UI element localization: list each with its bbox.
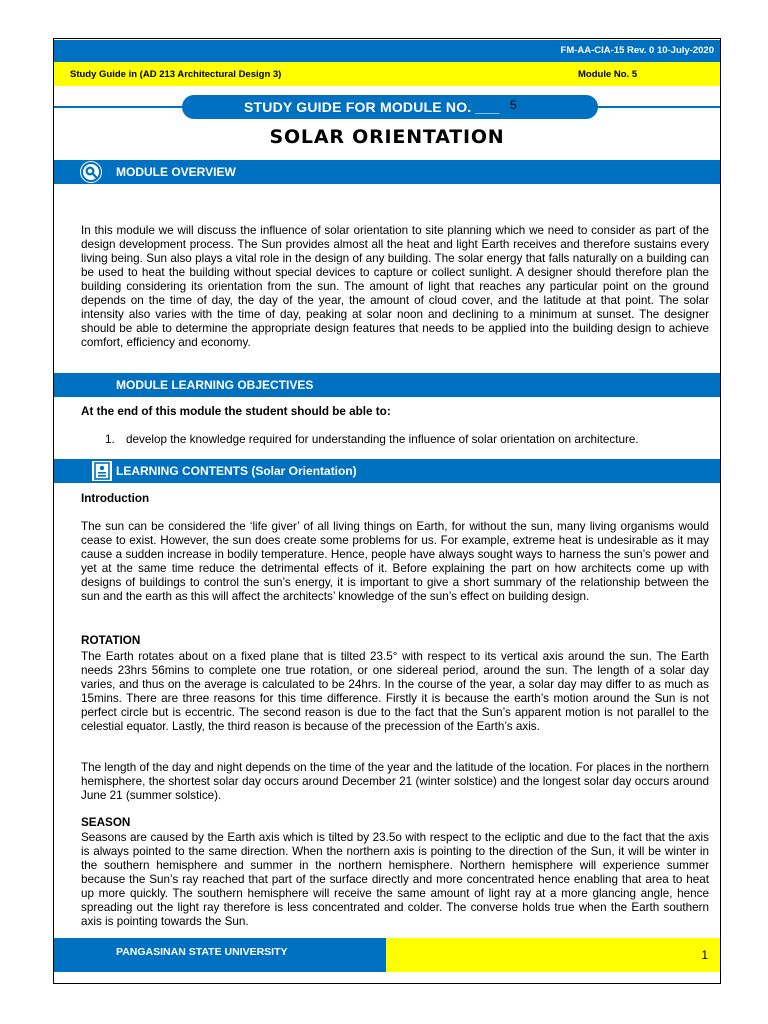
footer-university-bar: [54, 938, 386, 972]
introduction-heading: Introduction: [81, 492, 150, 505]
document-code-bar: [54, 40, 720, 62]
objectives-band: [54, 373, 720, 397]
objective-text: develop the knowledge required for understanding the influence of solar orientation on architecture.: [126, 433, 639, 446]
course-title: Study Guide in (AD 213 Architectural Design 3): [70, 69, 282, 80]
contents-band: [54, 459, 720, 483]
page-title: SOLAR ORIENTATION: [269, 126, 505, 148]
rotation-heading: ROTATION: [81, 634, 141, 647]
objective-number: 1.: [105, 433, 115, 446]
day-night-body: The length of the day and night depends on the time of the year and the latitude of the location. For places in the northern hemisphere, the shortest solar day occurs around December 21 (winter solstice) and the longest solar day occurs around June 21 (summer solstice).: [81, 761, 709, 802]
banner-label: STUDY GUIDE FOR MODULE NO. ___: [244, 99, 500, 115]
footer-page-bar: [386, 938, 720, 972]
objectives-intro: At the end of this module the student should be able to:: [81, 405, 391, 418]
season-heading: SEASON: [81, 816, 131, 829]
course-bar: [54, 62, 720, 86]
objective-item: [105, 433, 709, 447]
document-code: FM-AA-CIA-15 Rev. 0 10-July-2020: [560, 45, 714, 56]
page-number: 1: [701, 948, 708, 962]
module-number: Module No. 5: [578, 69, 638, 80]
overview-heading: MODULE OVERVIEW: [116, 165, 236, 179]
introduction-body: The sun can be considered the ‘life giver’ of all living things on Earth, for without the sun, many living organisms would cease to exist. However, the sun does create some problems for us. For example, extreme heat is undesirable as it may cause a sudden increase in bodily temperature. Hence, people have always sought ways to harness the sun’s power and yet at the same time reduce the detrimental effects of it. Before explaining the part on how architects come up with designs of buildings to control the sun’s energy, it is important to give a short summary of the relationship between the sun and the earth as this will affect the architects’ knowledge of the sun’s effect on building design.: [81, 520, 709, 603]
objectives-heading: MODULE LEARNING OBJECTIVES: [116, 378, 314, 392]
magnifier-icon: [80, 161, 102, 183]
banner-number: 5: [510, 98, 517, 112]
contents-heading: LEARNING CONTENTS (Solar Orientation): [116, 464, 357, 478]
university-name: PANGASINAN STATE UNIVERSITY: [116, 946, 288, 958]
overview-band: [54, 160, 720, 184]
document-icon: [92, 461, 112, 481]
overview-body: In this module we will discuss the influence of solar orientation to site planning which we need to consider as part of the design development process. The Sun provides almost all the heat and light Earth receives and therefore sustains every living being. Sun also plays a vital role in the design of any building. The solar energy that falls naturally on a building can be used to heat the building without special devices to capture or collect sunlight. A designer should therefore plan the building considering its orientation from the sun. The amount of light that reaches any particular point on the ground depends on the time of day, the day of the year, the amount of cloud cover, and the latitude at that point. The solar intensity also varies with the time of day, peaking at solar noon and declining to a minimum at sunset. The designer should be able to determine the appropriate design features that needs to be applied into the building design to achieve comfort, efficiency and economy.: [81, 224, 709, 349]
module-banner: [182, 95, 598, 119]
rotation-body: The Earth rotates about on a fixed plane that is tilted 23.5° with respect to its vertical axis around the sun. The Earth needs 23hrs 56mins to complete one true rotation, or one sidereal period, around the sun. The length of a solar day varies, and thus on the average is calculated to be 24hrs. In the course of the year, a solar day may differ to as much as 15mins. There are three reasons for this time difference. Firstly it is because the earth’s motion around the Sun is not perfect circle but is eccentric. The second reason is due to the fact that the Sun’s apparent motion is not parallel to the celestial equator. Lastly, the third reason is because of the precession of the Earth’s axis.: [81, 650, 709, 733]
season-body: Seasons are caused by the Earth axis which is tilted by 23.5o with respect to the ecliptic and due to the fact that the axis is always pointed to the same direction. When the northern axis is pointing to the direction of the Sun, it will be winter in the southern hemisphere and summer in the northern hemisphere. Northern hemisphere will experience summer because the Sun’s ray reached that part of the surface directly and more concentrated hence enabling that area to heat up more quickly. The southern hemisphere will receive the same amount of light ray at a more glancing angle, hence spreading out the light ray therefore is less concentrated and colder. The converse holds true when the Earth southern axis is pointing towards the Sun.: [81, 831, 709, 928]
